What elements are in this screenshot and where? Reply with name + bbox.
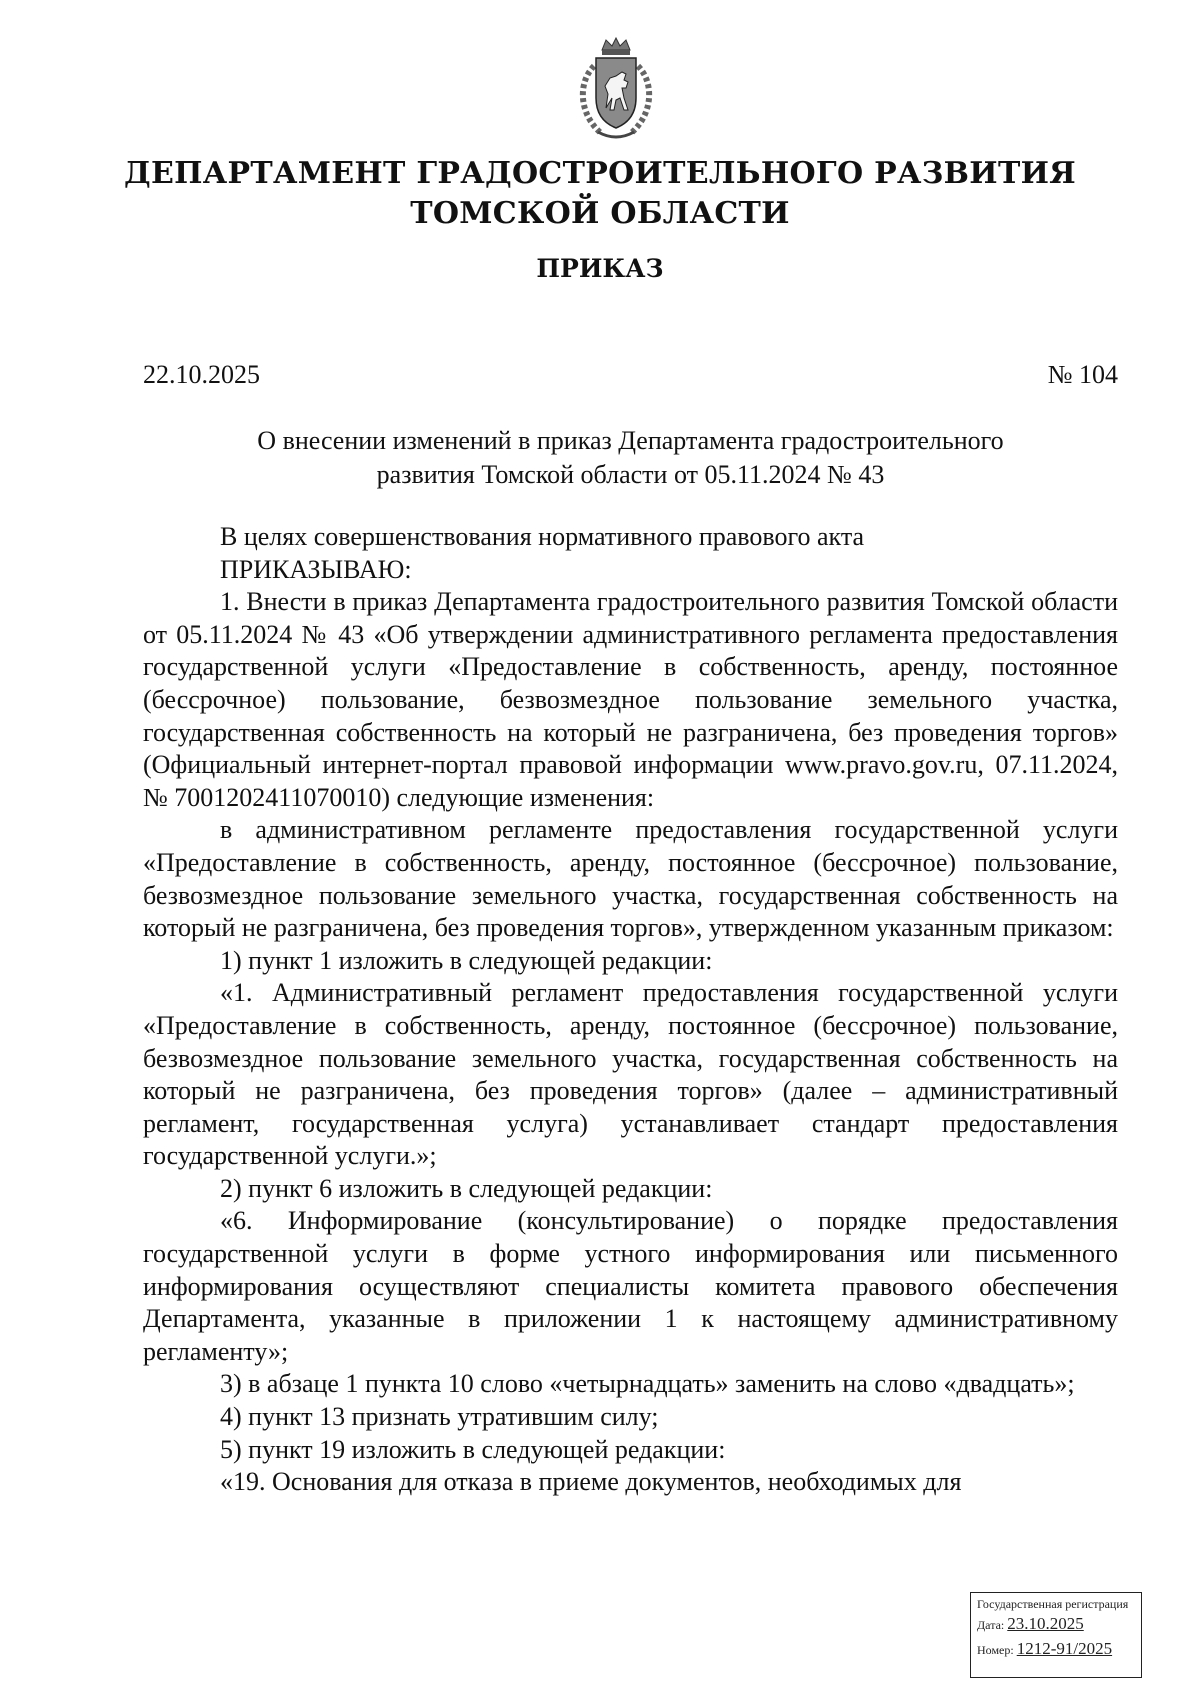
registration-date-value: 23.10.2025 [1007,1614,1084,1633]
registration-number-label: Номер: [977,1643,1014,1657]
registration-number-value: 1212-91/2025 [1016,1639,1113,1658]
registration-date-label: Дата: [977,1618,1005,1632]
body-paragraph: 3) в абзаце 1 пункта 10 слово «четырнадцать» заменить на слово «двадцать»; [220,1369,1075,1399]
body-paragraph: «19. Основания для отказа в приеме документов, необходимых для [220,1467,962,1497]
body-paragraph: «1. Административный регламент предоставления государственной услуги «Предоставление в собственность, аренду, постоянное (бессрочное) пользование, безвозмездное пользование земельного участка, государственная собственность на который не разграничена, без проведения торгов» (далее – административный регламент, государственная услуга) устанавливает стандарт предоставления государственной услуги.»; [143,978,1118,1171]
body-paragraph: «6. Информирование (консультирование) о порядке предоставления государственной услуги в форме устного информирования или письменного информирования осуществляют специалисты комитета правового обеспечения Департамента, указанные в приложении 1 к настоящему административному регламенту»; [143,1206,1118,1366]
registration-date-row [977,1612,1135,1637]
preamble-paragraph: В целях совершенствования нормативного правового акта [220,522,865,551]
date-number-row [143,358,1118,392]
document-date: 22.10.2025 [143,360,260,389]
document-subject [143,424,1118,492]
subject-line1: О внесении изменений в приказ Департамента градостроительного [257,426,1004,455]
department-title-line2: ТОМСКОЙ ОБЛАСТИ [410,196,790,231]
document-body [143,521,1118,1499]
registration-number-row [977,1637,1135,1662]
registration-stamp [970,1592,1142,1678]
document-type: ПРИКАЗ [536,254,664,283]
order-keyword: ПРИКАЗЫВАЮ: [220,554,412,584]
document-number: № 104 [1047,360,1118,389]
registration-stamp-title: Государственная регистрация [977,1597,1129,1611]
body-paragraph: 5) пункт 19 изложить в следующей редакции: [220,1434,726,1464]
body-paragraph: 2) пункт 6 изложить в следующей редакции: [220,1173,713,1203]
body-paragraph: 1) пункт 1 изложить в следующей редакции: [220,945,713,975]
department-title-line1: ДЕПАРТАМЕНТ ГРАДОСТРОИТЕЛЬНОГО РАЗВИТИЯ [124,156,1076,191]
tomsk-region-coat-of-arms-icon [572,36,660,144]
body-paragraph: 1. Внести в приказ Департамента градостроительного развития Томской области от 05.11.2024 № 43 «Об утверждении административного регламента предоставления государственной услуги «Предоставление в собственность, аренду, постоянное (бессрочное) пользование, безвозмездное пользование земельного участка, государственная собственность на который не разграничена, без проведения торгов» (Официальный интернет-портал правовой информации www.pravo.gov.ru, 07.11.2024, № 7001202411070010) следующие изменения: [143,587,1118,812]
body-paragraph: в административном регламенте предоставления государственной услуги «Предоставление в собственность, аренду, постоянное (бессрочное) пользование, безвозмездное пользование земельного участка, государственная собственность на который не разграничена, без проведения торгов», утвержденном указанным приказом: [143,815,1118,943]
subject-line2: развития Томской области от 05.11.2024 № 43 [376,460,885,489]
body-paragraph: 4) пункт 13 признать утратившим силу; [220,1402,659,1432]
department-title [0,154,1200,234]
